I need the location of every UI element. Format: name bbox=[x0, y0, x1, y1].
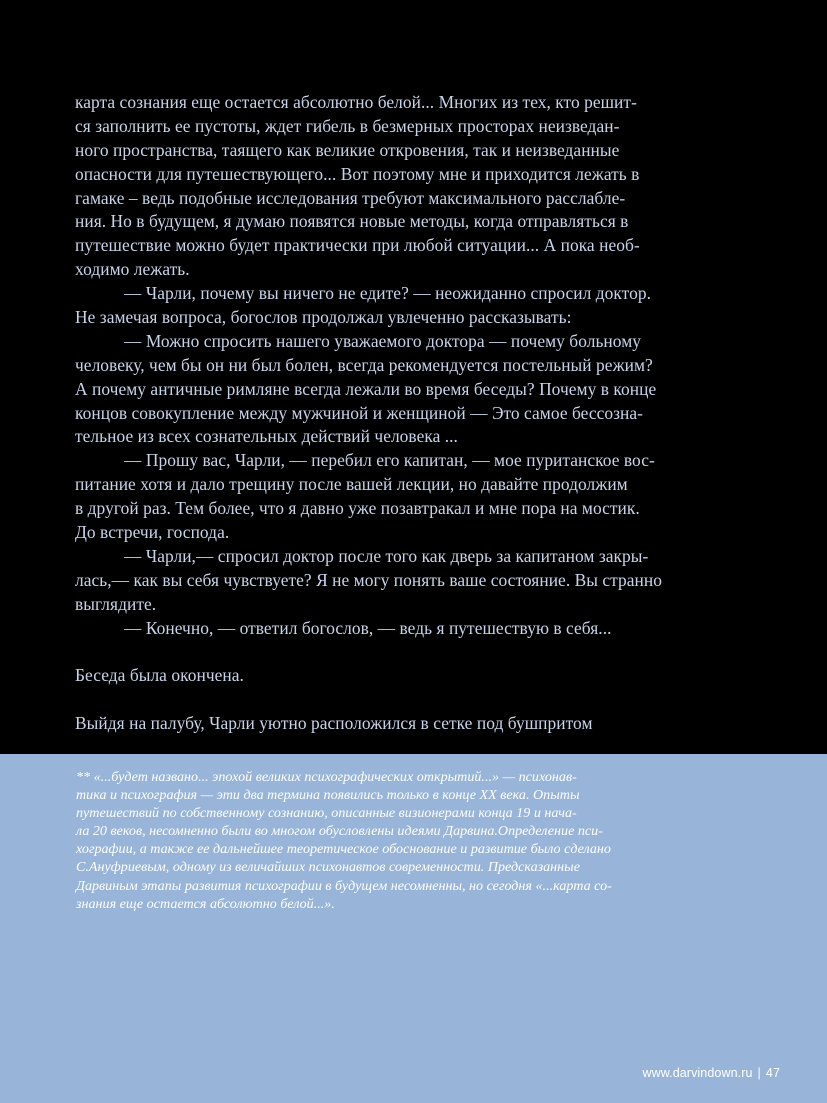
body-line: тельное из всех сознательных действий человека ... bbox=[75, 426, 458, 447]
body-line: опасности для путешествующего... Вот поэтому мне и приходится лежать в bbox=[75, 163, 640, 184]
body-line: — Конечно, — ответил богослов, — ведь я путешествую в себя... bbox=[124, 617, 612, 638]
footnote-line: ла 20 веков, несомненно были во многом обусловлены идеями Дарвина.Определение пси- bbox=[76, 823, 603, 840]
body-line: Выйдя на палубу, Чарли уютно расположился в сетке под бушпритом bbox=[75, 713, 593, 734]
main-text bbox=[75, 91, 765, 736]
body-line: путешествие можно будет практически при любой ситуации... А пока необ- bbox=[75, 235, 640, 256]
paragraph-gap bbox=[75, 640, 765, 664]
body-line: — Чарли, почему вы ничего не едите? — неожиданно спросил доктор. bbox=[124, 283, 651, 304]
body-line: До встречи, господа. bbox=[75, 522, 230, 543]
page-footer bbox=[642, 1066, 780, 1080]
body-line: гамаке – ведь подобные исследования требуют максимального расслабле- bbox=[75, 187, 626, 208]
body-line: в другой раз. Тем более, что я давно уже позавтракал и мне пора на мостик. bbox=[75, 498, 640, 519]
paragraph-gap bbox=[75, 688, 765, 712]
footnote-line: С.Ануфриевым, одному из величайших психонавтов современности. Предсказанные bbox=[76, 859, 580, 876]
body-line: А почему античные римляне всегда лежали во время беседы? Почему в конце bbox=[75, 378, 657, 399]
body-line: ния. Но в будущем, я думаю появятся новые методы, когда отправляться в bbox=[75, 211, 629, 232]
footer-separator: | bbox=[757, 1066, 761, 1080]
body-line: лась,— как вы себя чувствуете? Я не могу понять ваше состояние. Вы странно bbox=[75, 569, 662, 590]
page-number: 47 bbox=[765, 1066, 780, 1080]
footnote-line: ** «...будет названо... эпохой великих психографических открытий...» — психонав- bbox=[76, 769, 577, 785]
body-line: выглядите. bbox=[75, 593, 157, 614]
body-line: питание хотя и дало трещину после вашей лекции, но давайте продолжим bbox=[75, 474, 628, 495]
footnote-line: путешествий по собственному сознанию, описанные визионерами конца 19 и нача- bbox=[76, 805, 577, 822]
body-line: ходимо лежать. bbox=[75, 259, 190, 280]
body-line: — Прошу вас, Чарли, — перебил его капитан, — мое пуританское вос- bbox=[124, 450, 655, 471]
body-line: ного пространства, таящего как великие откровения, так и неизведанные bbox=[75, 139, 620, 160]
body-line: — Чарли,— спросил доктор после того как дверь за капитаном закры- bbox=[124, 545, 649, 566]
footnote-line: Дарвиным этапы развития психографии в будущем несомненны, но сегодня «...карта со- bbox=[76, 877, 612, 894]
body-line: карта сознания еще остается абсолютно белой... Многих из тех, кто решит- bbox=[75, 92, 637, 112]
footnote-line: хографии, а также ее дальнейшее теоретическое обоснование и развитие было сделано bbox=[76, 841, 611, 858]
body-line: — Можно спросить нашего уважаемого доктора — почему больному bbox=[124, 330, 642, 351]
body-line: ся заполнить ее пустоты, ждет гибель в безмерных просторах неизведан- bbox=[75, 115, 620, 136]
footnote-line: тика и психография — эти два термина появились только в конце XX века. Опыты bbox=[76, 787, 580, 804]
body-line: человеку, чем бы он ни был болен, всегда рекомендуется постельный режим? bbox=[75, 354, 653, 375]
site-url[interactable]: www.darvindown.ru bbox=[642, 1066, 753, 1080]
body-line: Не замечая вопроса, богослов продолжал увлеченно рассказывать: bbox=[75, 307, 572, 328]
body-line: Беседа была окончена. bbox=[75, 665, 244, 686]
body-line: концов совокупление между мужчиной и женщиной — Это самое бессозна- bbox=[75, 402, 644, 423]
footnote bbox=[76, 768, 756, 913]
footnote-line: знания еще остается абсолютно белой...». bbox=[76, 895, 335, 912]
